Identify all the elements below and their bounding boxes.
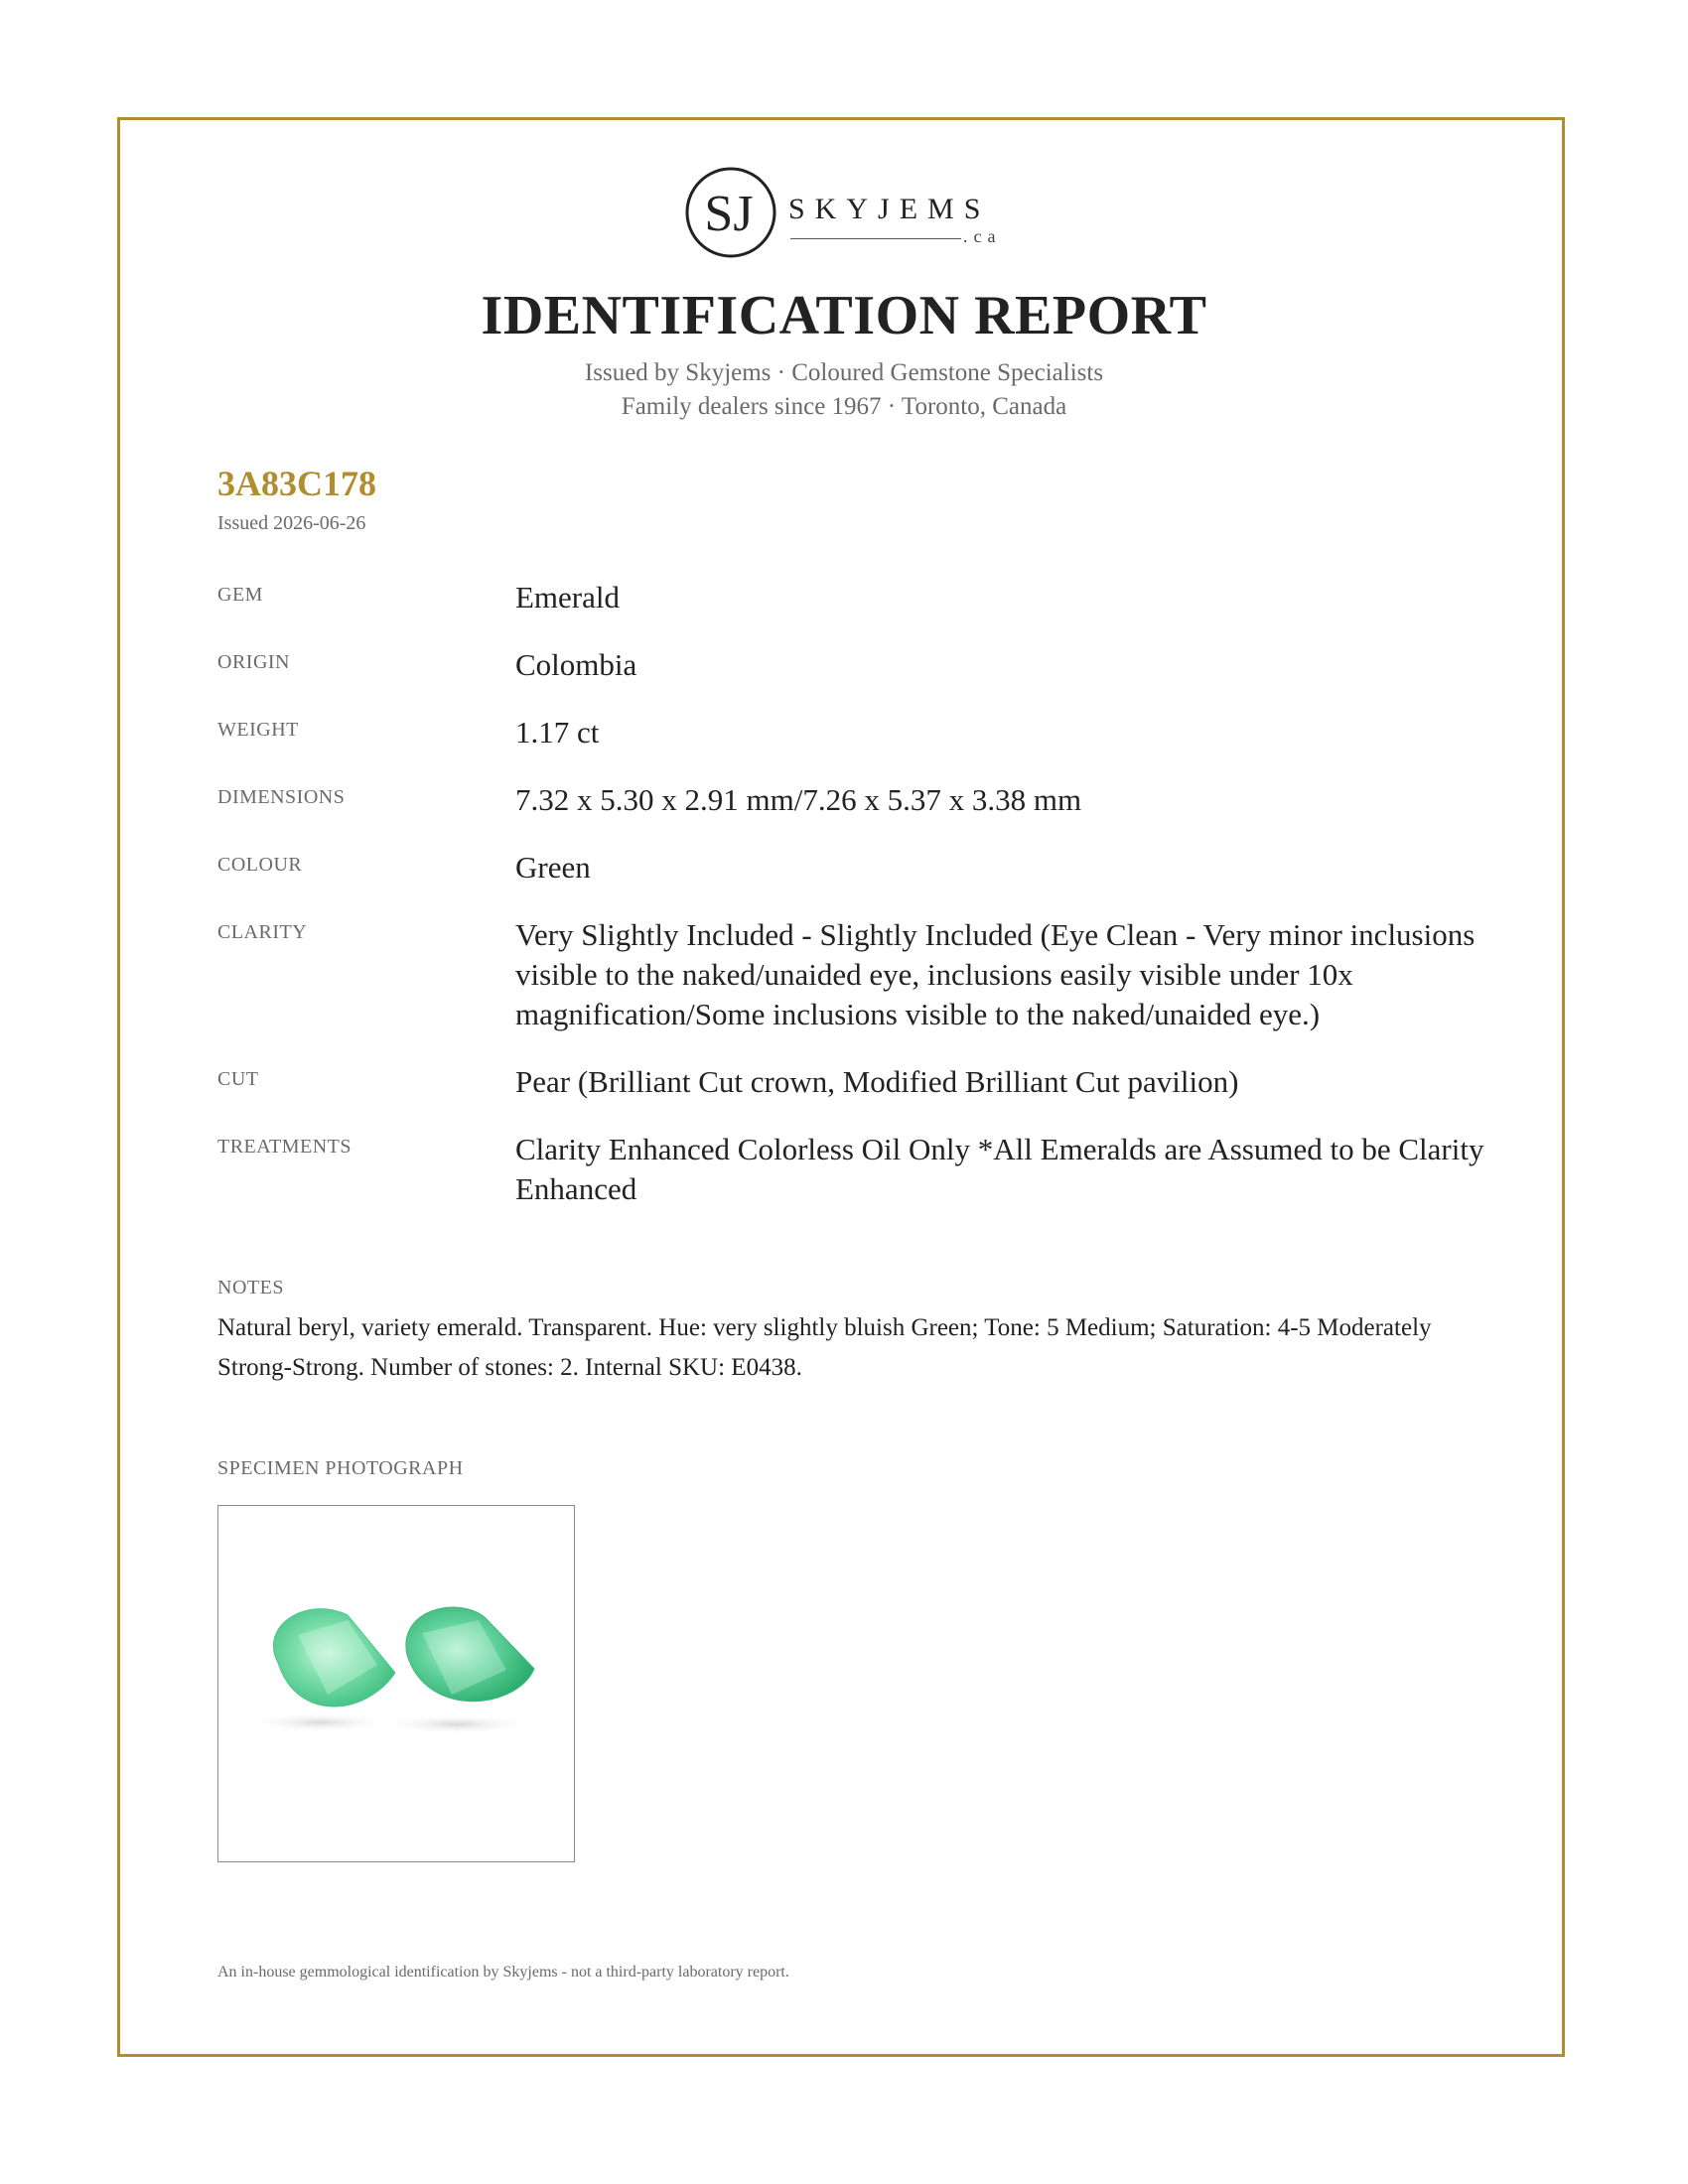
field-label: TREATMENTS [217,1136,352,1158]
emerald-pair-icon [218,1506,573,1860]
field-value: Pear (Brilliant Cut crown, Modified Brilliant Cut pavilion) [515,1064,1239,1099]
footer-disclaimer: An in-house gemmological identification by Skyjems - not a third-party laboratory report. [217,1964,789,1980]
field-label: CLARITY [217,921,308,943]
field-value: Clarity Enhanced Colorless Oil Only *All Emeralds are Assumed to be Clarity Enhanced [515,1132,1484,1206]
logo-monogram-icon [683,165,778,260]
field-value: Colombia [515,647,637,682]
field-label: DIMENSIONS [217,786,346,808]
field-value: Green [515,850,591,885]
specimen-photo [217,1505,575,1862]
field-value: 7.32 x 5.30 x 2.91 mm/7.26 x 5.37 x 3.38 mm [515,782,1082,817]
photo-label: SPECIMEN PHOTOGRAPH [217,1457,464,1479]
brand-underline [790,238,961,239]
report-id: 3A83C178 [217,464,376,503]
field-value: Emerald [515,580,621,614]
notes-text: Natural beryl, variety emerald. Transparent. Hue: very slightly bluish Green; Tone: 5 Medium; Saturation: 4-5 Moderately Strong-Strong. Number of stones: 2. Internal SKU: E0438. [217,1314,1432,1381]
field-label: GEM [217,584,263,606]
brand-logo [683,165,1011,264]
field-label: CUT [217,1068,259,1090]
notes-label: NOTES [217,1277,284,1298]
brand-suffix: .ca [963,226,1002,246]
page-title: IDENTIFICATION REPORT [481,285,1207,346]
field-value: 1.17 ct [515,715,600,750]
subtitle-line-1: Issued by Skyjems · Coloured Gemstone Specialists [584,359,1104,386]
field-value: Very Slightly Included - Slightly Included (Eye Clean - Very minor inclusions visible to the naked/unaided eye, inclusions easily visible under 10x magnification/Some inclusions visible to the naked/unaided eye.) [515,917,1476,1031]
field-label: COLOUR [217,854,303,876]
logo-initials: SJ [704,186,754,242]
field-label: WEIGHT [217,719,299,741]
subtitle-line-2: Family dealers since 1967 · Toronto, Canada [621,393,1067,420]
issued-date: Issued 2026-06-26 [217,512,366,534]
brand-name: SKYJEMS [788,193,991,225]
field-label: ORIGIN [217,651,290,673]
